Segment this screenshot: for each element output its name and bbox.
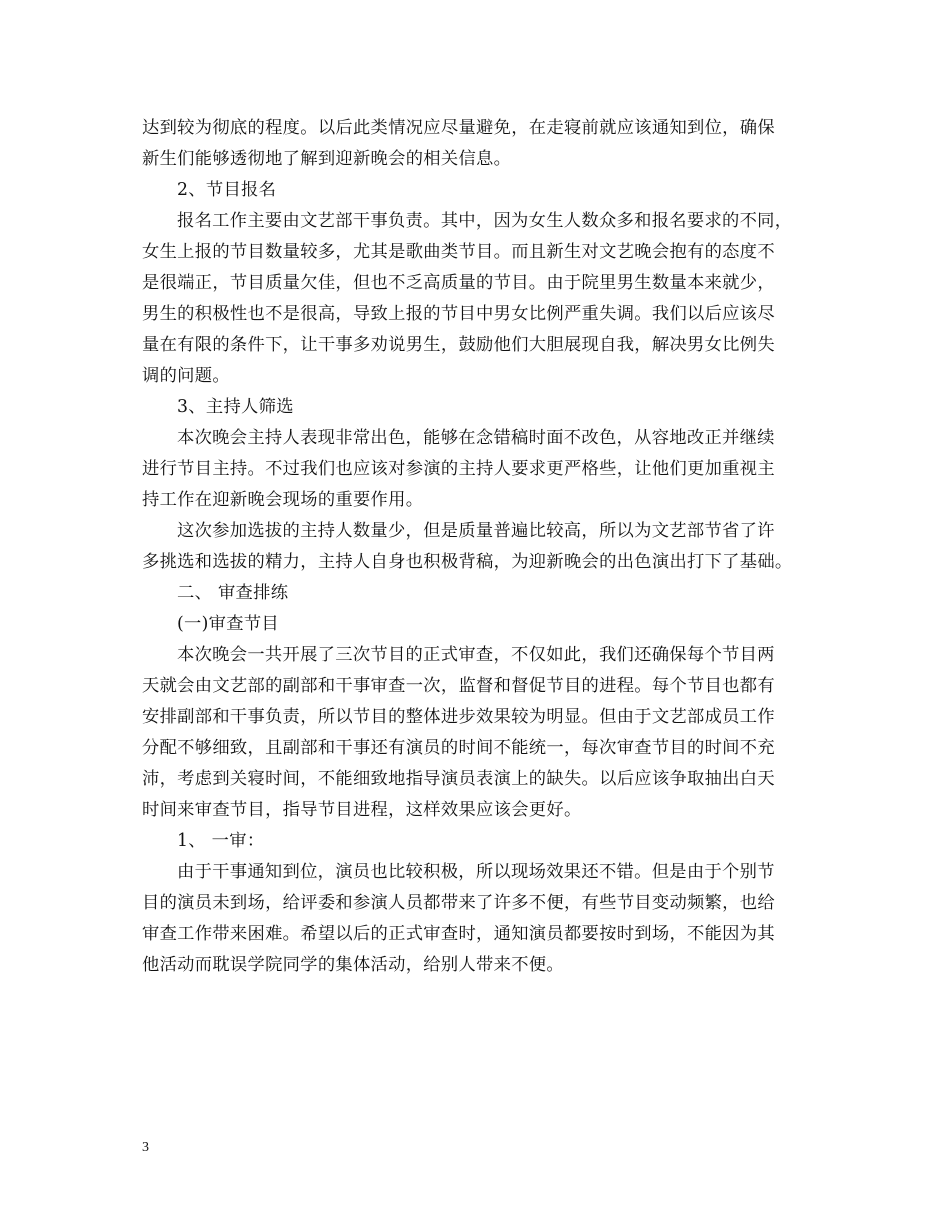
text-line: 由于干事通知到位，演员也比较积极，所以现场效果还不错。但是由于个别节	[177, 862, 775, 882]
text-line: 1、 一审：	[177, 831, 265, 851]
text-line: 进行节目主持。不过我们也应该对参演的主持人要求更严格些，让他们更加重视主	[142, 459, 775, 479]
text-line: 目的演员未到场，给评委和参演人员都带来了许多不便，有些节目变动频繁，也给	[142, 893, 775, 913]
text-line: 天就会由文艺部的副部和干事审查一次，监督和督促节目的进程。每个节目也都有	[142, 676, 775, 696]
text-line: 沛，考虑到关寝时间，不能细致地指导演员表演上的缺失。以后应该争取抽出白天	[142, 769, 775, 789]
text-line: 调的问题。	[142, 366, 230, 386]
text-line: 二、 审查排练	[177, 583, 289, 603]
text-line: 持工作在迎新晚会现场的重要作用。	[142, 490, 424, 510]
text-line: 3、主持人筛选	[177, 397, 294, 417]
text-line: 2、节目报名	[177, 180, 277, 200]
text-line: 这次参加选拔的主持人数量少，但是质量普遍比较高，所以为文艺部节省了许	[177, 521, 775, 541]
text-line: 多挑选和选拔的精力，主持人自身也积极背稿，为迎新晚会的出色演出打下了基础。	[142, 552, 793, 572]
text-line: 审查工作带来困难。希望以后的正式审查时，通知演员都要按时到场，不能因为其	[142, 924, 775, 944]
text-line: 安排副部和干事负责，所以节目的整体进步效果较为明显。但由于文艺部成员工作	[142, 707, 775, 727]
text-line: 量在有限的条件下，让干事多劝说男生，鼓励他们大胆展现自我，解决男女比例失	[142, 335, 775, 355]
text-line: 他活动而耽误学院同学的集体活动，给别人带来不便。	[142, 955, 564, 975]
document-body	[142, 113, 822, 981]
text-line: 时间来审查节目，指导节目进程，这样效果应该会更好。	[142, 800, 582, 820]
text-line: 男生的积极性也不是很高，导致上报的节目中男女比例严重失调。我们以后应该尽	[142, 304, 775, 324]
text-line: (一)审查节目	[177, 614, 279, 634]
text-line: 是很端正，节目质量欠佳，但也不乏高质量的节目。由于院里男生数量本来就少，	[142, 273, 775, 293]
text-line: 报名工作主要由文艺部干事负责。其中，因为女生人数众多和报名要求的不同，	[177, 211, 793, 231]
text-line: 本次晚会主持人表现非常出色，能够在念错稿时面不改色，从容地改正并继续	[177, 428, 775, 448]
text-line: 达到较为彻底的程度。以后此类情况应尽量避免，在走寝前就应该通知到位，确保	[142, 118, 775, 138]
text-line: 分配不够细致，且副部和干事还有演员的时间不能统一，每次审查节目的时间不充	[142, 738, 775, 758]
text-line: 本次晚会一共开展了三次节目的正式审查，不仅如此，我们还确保每个节目两	[177, 645, 775, 665]
page-number: 3	[142, 1140, 149, 1155]
text-line: 新生们能够透彻地了解到迎新晚会的相关信息。	[142, 149, 512, 169]
text-line: 女生上报的节目数量较多，尤其是歌曲类节目。而且新生对文艺晚会抱有的态度不	[142, 242, 775, 262]
